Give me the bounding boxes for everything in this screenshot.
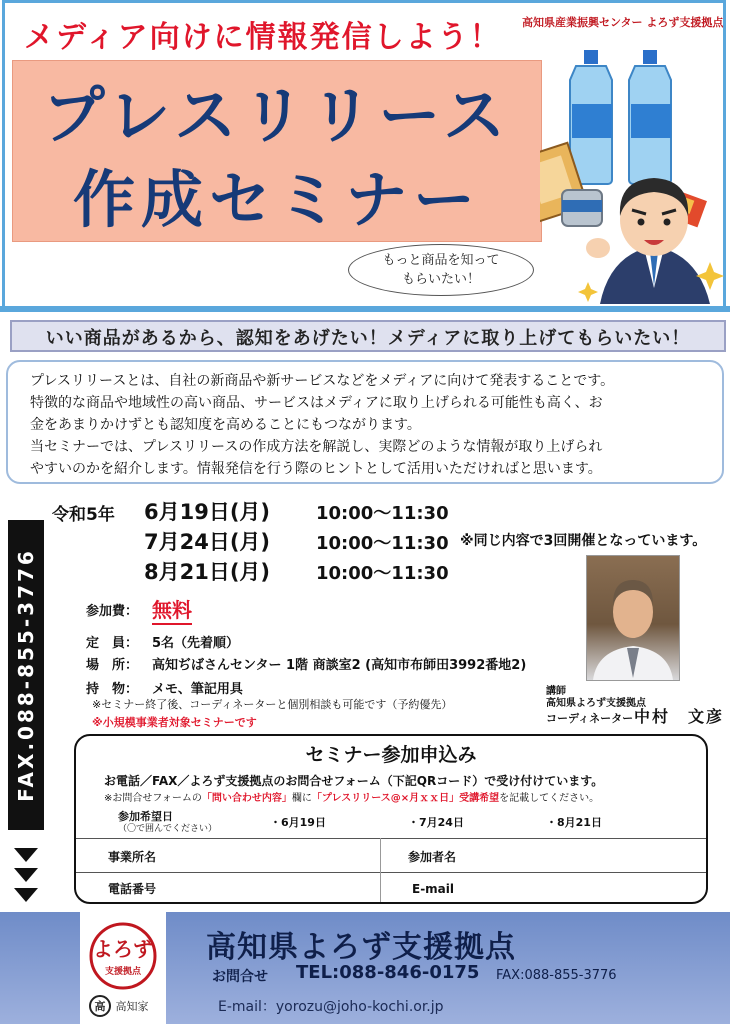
instructor-photo	[586, 555, 680, 681]
participant-field-label: 参加者名	[408, 850, 457, 864]
title-line-2: 作成セミナー	[72, 163, 481, 236]
form-note-text: を記載してください。	[499, 793, 600, 804]
target-note: ※小規模事業者対象セミナーです	[92, 716, 257, 729]
company-field-label: 事業所名	[108, 850, 157, 864]
date-option[interactable]: ・8月21日	[546, 816, 602, 829]
down-arrow-icon	[14, 868, 38, 882]
company-field[interactable]	[170, 842, 374, 868]
form-divider	[76, 872, 706, 873]
instructor-name: 中村 文彦	[634, 707, 725, 726]
description-line: 当セミナーでは、プレスリリースの作成方法を解説し、実際どのような情報が取り上げられ	[30, 439, 603, 455]
tagline: メディア向けに情報発信しよう！	[24, 20, 502, 55]
form-divider	[380, 838, 381, 902]
form-note-highlight: 「問い合わせ内容」	[201, 793, 292, 804]
session-time: 10:00～11:30	[316, 563, 449, 584]
consult-note: ※セミナー終了後、コーディネーターと個別相談も可能です（予約優先）	[92, 698, 453, 711]
speech-text: もっと商品を知って もらいたい！	[382, 253, 500, 287]
footer-org-name: 高知県よろず支援拠点	[206, 930, 516, 965]
description-line: 特徴的な商品や地域性の高い商品、サービスはメディアに取り上げられる可能性も高く、お	[30, 395, 603, 411]
water-bottle-icon	[570, 50, 612, 184]
form-note	[104, 789, 599, 804]
description-line: プレスリリースとは、自社の新商品や新サービスなどをメディアに向けて発表することです。	[30, 373, 615, 389]
down-arrow-icon	[14, 848, 38, 862]
footer-contact-label: お問合せ	[212, 969, 268, 985]
venue-label: 場 所：	[86, 658, 139, 673]
bring-label: 持 物：	[86, 682, 139, 697]
venue-value: 高知ぢばさんセンター 1階 商談室2 (高知市布師田3992番地2)	[152, 658, 527, 673]
form-description: お電話／FAX／よろず支援拠点のお問合せフォーム（下記QRコード）で受け付けています。	[104, 774, 604, 788]
form-note-highlight: 「プレスリリース@×月ｘｘ日」受講希望	[311, 793, 500, 804]
session-time: 10:00～11:30	[316, 503, 449, 524]
banner-text: いい商品があるから、認知をあげたい！メディアに取り上げてもらいたい！	[45, 328, 691, 349]
logo-brand: 高知家	[115, 1000, 149, 1013]
form-note-text: ※お問合せフォームの	[104, 793, 202, 804]
bring-value: メモ、筆記用具	[152, 682, 243, 697]
logo-sub: 支援拠点	[104, 967, 142, 977]
footer-fax: FAX:088-855-3776	[496, 968, 617, 983]
session-date: 7月24日(月)	[144, 530, 271, 554]
email-field-label: E-mail	[412, 882, 455, 896]
form-note-text: 欄に	[291, 793, 312, 804]
session-time: 10:00～11:30	[316, 533, 449, 554]
fax-number: FAX.088-855-3776	[14, 548, 38, 802]
fee-label: 参加費：	[86, 604, 139, 619]
date-option[interactable]: ・7月24日	[408, 816, 464, 829]
email-field[interactable]	[470, 876, 700, 900]
description	[30, 370, 720, 480]
participant-field[interactable]	[470, 842, 700, 868]
instructor-role: コーディネーター	[546, 712, 634, 725]
session-date: 8月21日(月)	[144, 560, 271, 584]
footer-tel[interactable]: TEL:088-846-0175	[296, 962, 480, 983]
schedule-year: 令和5年	[52, 505, 115, 525]
form-title: セミナー参加申込み	[305, 744, 477, 766]
illustration	[540, 40, 726, 304]
session-date: 6月19日(月)	[144, 500, 271, 524]
date-option[interactable]: ・6月19日	[270, 816, 326, 829]
logo-badge: 高	[94, 1000, 106, 1013]
instructor-label: 講師	[546, 686, 566, 697]
person-icon	[587, 556, 679, 680]
capacity-label: 定 員：	[86, 636, 139, 651]
down-arrow-icon	[14, 888, 38, 902]
yorozu-logo-icon	[80, 912, 166, 1024]
instructor-org: 高知県よろず支援拠点	[546, 698, 646, 709]
fee-value: 無料	[152, 594, 192, 625]
phone-field[interactable]	[170, 876, 374, 900]
water-bottle-icon	[629, 50, 671, 184]
phone-field-label: 電話番号	[108, 882, 157, 896]
logo-text: よろず	[93, 937, 153, 961]
description-line: 金をあまりかけずとも認知度を高めることにもつながります。	[30, 417, 421, 433]
schedule-note: ※同じ内容で3回開催となっています。	[460, 533, 707, 549]
description-line: やすいのかを紹介します。情報発信を行う際のヒントとして活用いただければと思います。	[30, 461, 602, 477]
logo	[80, 912, 166, 1024]
form-divider	[76, 838, 706, 839]
capacity-value: 5名（先着順）	[152, 636, 240, 651]
preferred-date-hint: （〇で囲んでください）	[118, 824, 218, 834]
can-icon	[562, 190, 602, 226]
title-line-1: プレスリリース	[42, 79, 512, 152]
footer-email[interactable]: E-mail：yorozu@joho-kochi.or.jp	[218, 999, 444, 1015]
organizer-label: 高知県産業振興センター よろず支援拠点	[522, 16, 724, 29]
preferred-date-label: 参加希望日	[118, 810, 173, 823]
